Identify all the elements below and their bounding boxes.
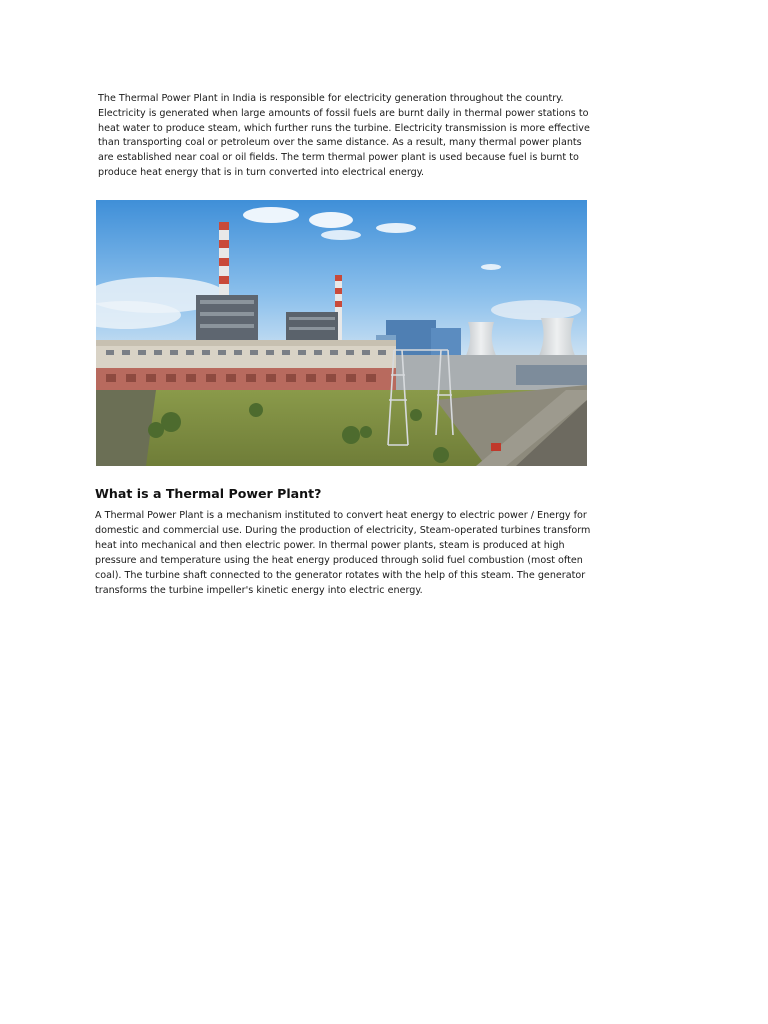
intro-paragraph: The Thermal Power Plant in India is responsible for electricity generation throughout the country. Electricity is generated when large amounts of fossil fuels are burnt daily in thermal power stations to heat water to produce steam, which further runs the turbine. Electricity transmission is more effective than transporting coal or petroleum over the same distance. As a result, many thermal power plants are established near coal or oil fields. The term thermal power plant is used because fuel is burnt to produce heat energy that is in turn converted into electrical energy.	[98, 93, 590, 178]
section-heading: What is a Thermal Power Plant?	[95, 486, 322, 501]
section-paragraph: A Thermal Power Plant is a mechanism instituted to convert heat energy to electric power / Energy for domestic and commercial use. During the production of electricity, Steam-operated turbines transform heat into mechanical and then electric power. In thermal power plants, steam is produced at high pressure and temperature using the heat energy produced through solid fuel combustion (most often coal). The turbine shaft connected to the generator rotates with the help of this steam. The generator transforms the turbine impeller's kinetic energy into electric energy.	[95, 510, 591, 596]
thermal-power-plant-photo	[96, 200, 587, 466]
